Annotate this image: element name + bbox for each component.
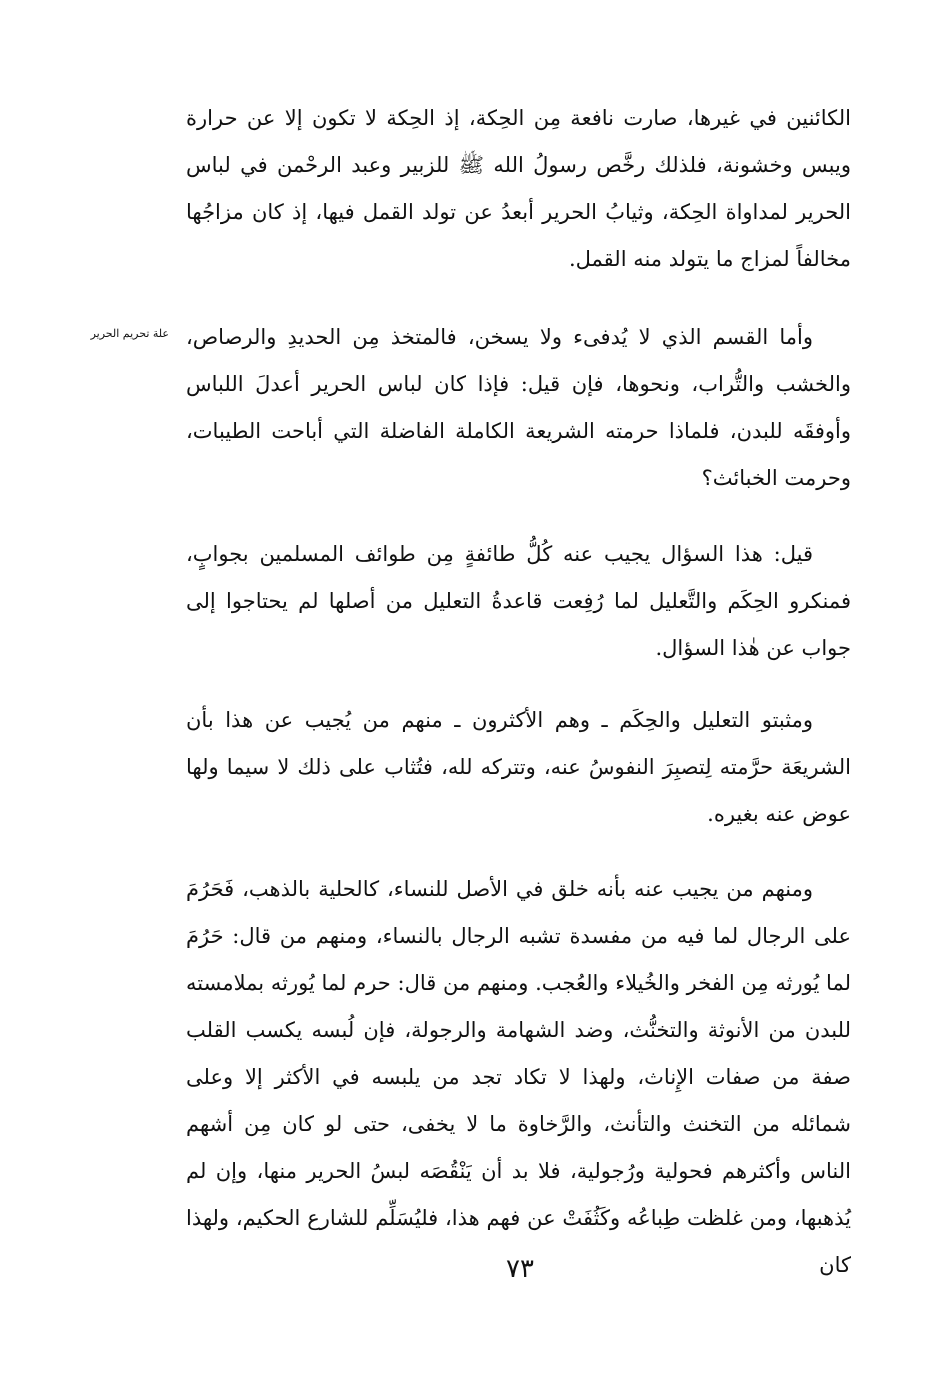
page-number: ٧٣ bbox=[506, 1254, 534, 1284]
paragraph-answer-intro: قيل: هذا السؤال يجيب عنه كُلُّ طائفةٍ مِن طوائف المسلمين بجوابٍ، فمنكرو الحِكَم والتَّعليل لما رُفِعت قاعدةُ التعليل من أصلها لم يحتاجوا إلى جواب عن هٰذا السؤال. bbox=[186, 542, 851, 660]
paragraph-other-views: ومنهم من يجيب عنه بأنه خلق في الأصل للنساء، كالحلية بالذهب، فَحَرُمَ على الرجال لما فيه من مفسدة تشبه الرجال بالنساء، ومنهم من قال: حَرُمَ لما يُورثه مِن الفخر والخُيلاء والعُجب. ومنهم من قال: حرم لما يُورثه بملامسته للبدن من الأنوثة والتخنُّث، وضد الشهامة والرجولة، فإن لُبسه يكسب القلب صفة من صفات الإِناث، ولهذا لا تكاد تجد من يلبسه في الأكثر إلا وعلى شمائله من التخنث والتأنث، والرَّخاوة ما لا يخفى، حتى لو كان مِن أشهم الناس وأكثرهم فحولية ورُجولية، فلا بد أن يَنْقُصَه لبسُ الحرير منها، وإن لم يُذهبها، ومن غلظت طِباعُه وكَثُفَتْ عن فهم هذا، فليُسَلِّم للشارع الحكيم، ولهذا كان bbox=[186, 877, 851, 1277]
paragraph-continuation: الكائنين في غيرها، صارت نافعة مِن الحِكة، إذ الحِكة لا تكون إلا عن حرارة ويبس وخشونة، فلذلك رخَّص رسولُ الله ﷺ للزبير وعبد الرحْمن في لباس الحرير لمداواة الحِكة، وثيابُ الحرير أبعدُ عن تولد القمل فيها، إذ كان مزاجُها مخالفاً لمزاج ما يتولد منه القمل. bbox=[186, 106, 851, 271]
paragraph-silk-question: وأما القسم الذي لا يُدفىء ولا يسخن، فالمتخذ مِن الحديدِ والرصاص، والخشب والتُّراب، ونحوها، فإن قيل: فإذا كان لباس الحرير أعدلَ اللباس وأوفقَه للبدن، فلماذا حرمته الشريعة الكاملة الفاضلة التي أباحت الطيبات، وحرمت الخبائث؟ bbox=[186, 325, 851, 490]
margin-note: علة تحريم الحرير bbox=[90, 327, 169, 340]
paragraph-majority-view: ومثبتو التعليل والحِكَم ـ وهم الأكثرون ـ منهم من يُجيب عن هذا بأن الشريعَة حرَّمته لِتصبِرَ النفوسُ عنه، وتتركه لله، فتُثاب على ذلك لا سيما ولها عوض عنه بغيره. bbox=[186, 708, 851, 826]
